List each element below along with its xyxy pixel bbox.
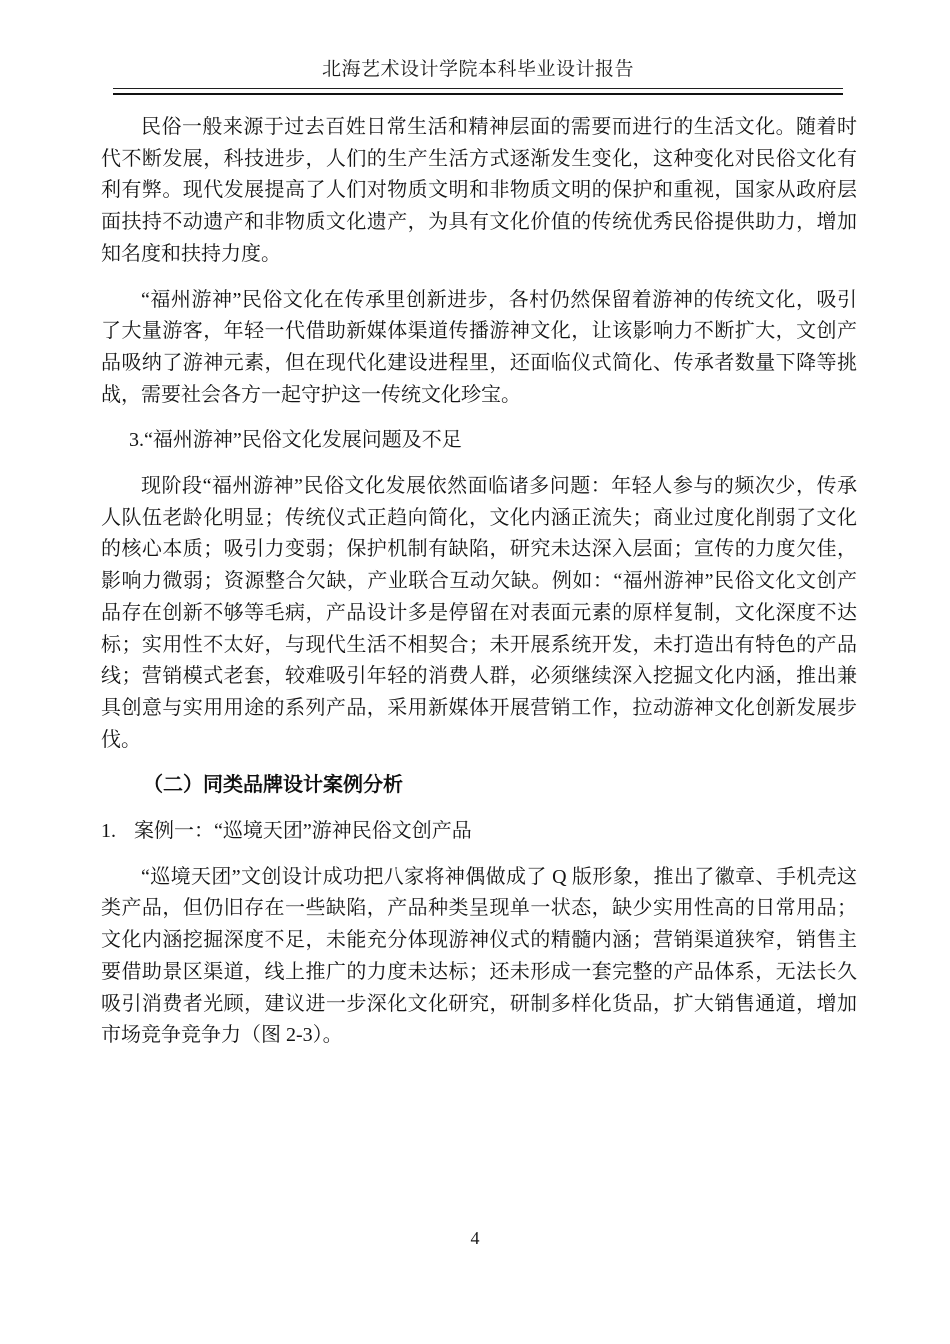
case-item-number: 1.: [101, 820, 116, 843]
numbered-heading-development-problems: 3.“福州游神”民俗文化发展问题及不足: [129, 429, 462, 452]
case-item: [101, 816, 857, 848]
page-header: [113, 0, 843, 95]
page-body: [101, 112, 857, 1066]
paragraph-xunjing-tiantuan-case: “巡境天团”文创设计成功把八家将神偶做成了 Q 版形象，推出了徽章、手机壳这类产品，但仍旧存在一些缺陷，产品种类呈现单一状态，缺少实用性高的日常用品；文化内涵挖掘深度不足，未能充分体现游神仪式的精髓内涵；营销渠道狭窄，销售主要借助景区渠道，线上推广的力度未达标；还未形成一套完整的产品体系，无法长久吸引消费者光顾，建议进一步深化文化研究，研制多样化货品，扩大销售通道，增加市场竞争竞争力（图 2-3）。: [101, 865, 857, 1047]
paragraph-folk-culture-origin: 民俗一般来源于过去百姓日常生活和精神层面的需要而进行的生活文化。随着时代不断发展，科技进步，人们的生产生活方式逐渐发生变化，这种变化对民俗文化有利有弊。现代发展提高了人们对物质文明和非物质文明的保护和重视，国家从政府层面扶持不动遗产和非物质文化遗产，为具有文化价值的传统优秀民俗提供助力，增加知名度和扶持力度。: [101, 116, 857, 265]
header-rule-thin: [113, 88, 843, 89]
header-title: 北海艺术设计学院本科毕业设计报告: [321, 59, 634, 80]
header-rule-thick: [113, 93, 843, 95]
case-item-title: 案例一：“巡境天团”游神民俗文创产品: [134, 820, 472, 843]
section-heading-brand-case-analysis: （二）同类品牌设计案例分析: [143, 774, 403, 797]
paragraph-fuzhou-youshen-heritage: “福州游神”民俗文化在传承里创新进步，各村仍然保留着游神的传统文化，吸引了大量游客，年轻一代借助新媒体渠道传播游神文化，让该影响力不断扩大，文创产品吸纳了游神元素，但在现代化建设进程里，还面临仪式简化、传承者数量下降等挑战，需要社会各方一起守护这一传统文化珍宝。: [101, 288, 857, 406]
paragraph-current-problems: 现阶段“福州游神”民俗文化发展依然面临诸多问题：年轻人参与的频次少，传承人队伍老龄化明显；传统仪式正趋向简化，文化内涵正流失；商业过度化削弱了文化的核心本质；吸引力变弱；保护机制有缺陷，研究未达深入层面；宣传的力度欠佳，影响力微弱；资源整合欠缺，产业联合互动欠缺。例如：“福州游神”民俗文化文创产品存在创新不够等毛病，产品设计多是停留在对表面元素的原样复制，文化深度不达标；实用性不太好，与现代生活不相契合；未开展系统开发，未打造出有特色的产品线；营销模式老套，较难吸引年轻的消费人群，必须继续深入挖掘文化内涵，推出兼具创意与实用用途的系列产品，采用新媒体开展营销工作，拉动游神文化创新发展步伐。: [101, 475, 857, 751]
page-number: 4: [470, 1228, 480, 1248]
